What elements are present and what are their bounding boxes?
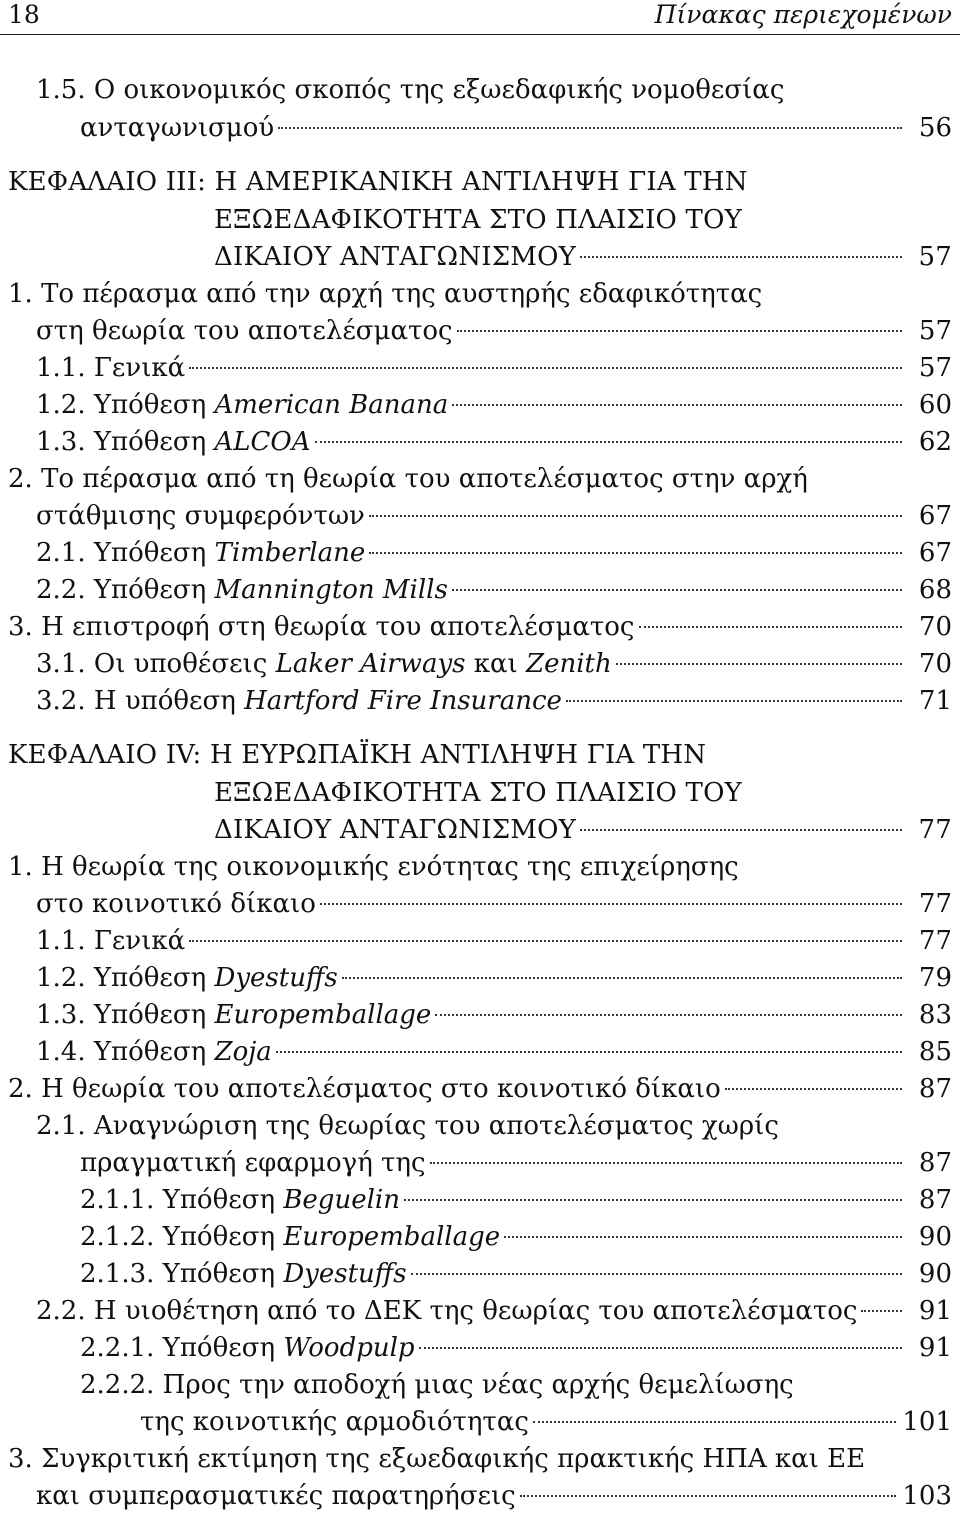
- dot-leader: [320, 903, 902, 905]
- toc-entry-title: 2.1.1. Υπόθεση Beguelin: [80, 1185, 400, 1215]
- toc-page-number: 57: [918, 353, 952, 383]
- toc-entry[interactable]: [36, 1293, 952, 1330]
- toc-entry[interactable]: [36, 498, 952, 535]
- dot-leader: [452, 404, 902, 406]
- toc-page-number: 56: [918, 113, 952, 143]
- dot-leader: [639, 626, 903, 628]
- toc-entry[interactable]: [36, 646, 952, 683]
- toc-entry-title: ΔΙΚΑΙΟΥ ΑΝΤΑΓΩΝΙΣΜΟΥ: [214, 242, 577, 272]
- toc-page-number: 71: [918, 686, 952, 716]
- toc-page-number: 77: [918, 926, 952, 956]
- toc-entry[interactable]: [36, 886, 952, 923]
- toc-entry-title: ανταγωνισμού: [80, 113, 275, 143]
- toc-entry-title: πραγματική εφαρμογή της: [80, 1148, 426, 1178]
- dot-leader: [861, 1310, 902, 1312]
- toc-entry-title: 2.1. Υπόθεση Timberlane: [36, 538, 366, 568]
- dot-leader: [276, 1051, 902, 1053]
- toc-page-number: 83: [918, 1000, 952, 1030]
- toc-entry-title: 2.1.3. Υπόθεση Dyestuffs: [80, 1259, 407, 1289]
- chapter-heading[interactable]: [8, 737, 952, 774]
- toc-entry[interactable]: [36, 72, 952, 109]
- toc-entry[interactable]: [36, 350, 952, 387]
- toc-page-number: 62: [918, 427, 952, 457]
- toc-entry-title: 2.1. Αναγνώριση της θεωρίας του αποτελέσματος χωρίς: [36, 1111, 779, 1141]
- toc-entry[interactable]: [8, 609, 952, 646]
- toc-page-number: 79: [918, 963, 952, 993]
- dot-leader: [566, 700, 902, 702]
- toc-entry-title: 3. Η επιστροφή στη θεωρία του αποτελέσματος: [8, 612, 635, 642]
- toc-entry-title: και συμπερασματικές παρατηρήσεις: [36, 1481, 516, 1511]
- toc-page-number: 60: [918, 390, 952, 420]
- dot-leader: [404, 1199, 902, 1201]
- toc-entry-title: 2. Η θεωρία του αποτελέσματος στο κοινοτικό δίκαιο: [8, 1074, 721, 1104]
- toc-page-number: 91: [918, 1296, 952, 1326]
- header-rule: [0, 34, 960, 35]
- dot-leader: [189, 940, 902, 942]
- toc-entry[interactable]: [80, 1219, 952, 1256]
- toc-entry-title: 1.3. Υπόθεση Europemballage: [36, 1000, 432, 1030]
- dot-leader: [369, 515, 902, 517]
- toc-entry-title: 1.3. Υπόθεση ALCOA: [36, 427, 311, 457]
- toc-entry[interactable]: [36, 997, 952, 1034]
- toc-page-number: 90: [918, 1259, 952, 1289]
- toc-entry[interactable]: [36, 923, 952, 960]
- toc-page-number: 70: [918, 612, 952, 642]
- toc-entry-title: στάθμισης συμφερόντων: [36, 501, 365, 531]
- toc-entry-title: 3.2. Η υπόθεση Hartford Fire Insurance: [36, 686, 562, 716]
- toc-entry[interactable]: [36, 1478, 952, 1515]
- dot-leader: [533, 1421, 896, 1423]
- toc-entry[interactable]: [8, 276, 952, 313]
- toc-page-number: 87: [918, 1185, 952, 1215]
- toc-entry[interactable]: [36, 387, 952, 424]
- toc-entry-title: 2.2. Η υιοθέτηση από το ΔΕΚ της θεωρίας του αποτελέσματος: [36, 1296, 858, 1326]
- toc-entry-title: ΚΕΦΑΛΑΙΟ ΙΙΙ: Η ΑΜΕΡΙΚΑΝΙΚΗ ΑΝΤΙΛΗΨΗ ΓΙΑ ΤΗΝ: [8, 167, 748, 197]
- dot-leader: [504, 1236, 902, 1238]
- toc-page-number: 70: [918, 649, 952, 679]
- toc-entry[interactable]: [8, 1071, 952, 1108]
- toc-page-number: 77: [918, 889, 952, 919]
- toc-page-number: 57: [918, 316, 952, 346]
- toc-entry[interactable]: [80, 1367, 952, 1404]
- page-number: 18: [8, 0, 40, 29]
- toc-entry[interactable]: [36, 683, 952, 720]
- dot-leader: [725, 1088, 902, 1090]
- toc-entry-title: 2.2.2. Προς την αποδοχή μιας νέας αρχής θεμελίωσης: [80, 1370, 794, 1400]
- toc-entry-title: 1.2. Υπόθεση American Banana: [36, 390, 449, 420]
- dot-leader: [520, 1495, 897, 1497]
- toc-entry[interactable]: [36, 1034, 952, 1071]
- toc-entry-title: στο κοινοτικό δίκαιο: [36, 889, 316, 919]
- toc-entry[interactable]: [36, 535, 952, 572]
- toc-page-number: 85: [918, 1037, 952, 1067]
- dot-leader: [411, 1273, 902, 1275]
- toc-entry-title: 2.2.1. Υπόθεση Woodpulp: [80, 1333, 415, 1363]
- toc-entry-title: 1.1. Γενικά: [36, 926, 186, 956]
- toc-entry[interactable]: [80, 1145, 952, 1182]
- chapter-heading[interactable]: [214, 202, 952, 239]
- toc-entry-title: ΔΙΚΑΙΟΥ ΑΝΤΑΓΩΝΙΣΜΟΥ: [214, 815, 577, 845]
- toc-entry-title: ΚΕΦΑΛΑΙΟ IV: Η ΕΥΡΩΠΑΪΚΗ ΑΝΤΙΛΗΨΗ ΓΙΑ ΤΗΝ: [8, 740, 707, 770]
- toc-entry[interactable]: [80, 1330, 952, 1367]
- toc-entry[interactable]: [36, 572, 952, 609]
- chapter-heading[interactable]: [214, 812, 952, 849]
- toc-entry-title: 1. Το πέρασμα από την αρχή της αυστηρής εδαφικότητας: [8, 279, 763, 309]
- chapter-heading[interactable]: [214, 239, 952, 276]
- dot-leader: [580, 829, 902, 831]
- dot-leader: [278, 127, 902, 129]
- toc-entry-title: 1.1. Γενικά: [36, 353, 186, 383]
- dot-leader: [580, 256, 902, 258]
- toc-entry-title: στη θεωρία του αποτελέσματος: [36, 316, 453, 346]
- page-header: [0, 0, 960, 36]
- toc-entry[interactable]: [80, 1182, 952, 1219]
- toc-page-number: 90: [918, 1222, 952, 1252]
- toc-entry-title: 1.4. Υπόθεση Zoja: [36, 1037, 272, 1067]
- toc-entry-title: 1. Η θεωρία της οικονομικής ενότητας της επιχείρησης: [8, 852, 739, 882]
- toc-entry[interactable]: [8, 849, 952, 886]
- toc-page-number: 57: [918, 242, 952, 272]
- toc-page-number: 77: [918, 815, 952, 845]
- dot-leader: [616, 663, 902, 665]
- dot-leader: [189, 367, 902, 369]
- chapter-heading[interactable]: [8, 164, 952, 201]
- toc-entry[interactable]: [36, 313, 952, 350]
- toc-entry-title: ΕΞΩΕΔΑΦΙΚΟΤΗΤΑ ΣΤΟ ΠΛΑΙΣΙΟ ΤΟΥ: [214, 778, 742, 808]
- toc-entry[interactable]: [80, 1256, 952, 1293]
- dot-leader: [430, 1162, 902, 1164]
- toc-entry[interactable]: [8, 461, 952, 498]
- toc-entry[interactable]: [36, 1108, 952, 1145]
- toc-entry-title: 2.1.2. Υπόθεση Europemballage: [80, 1222, 501, 1252]
- toc-page-number: 67: [918, 501, 952, 531]
- toc-entry-title: 2.2. Υπόθεση Mannington Mills: [36, 575, 448, 605]
- dot-leader: [369, 552, 902, 554]
- toc-page-number: 87: [918, 1074, 952, 1104]
- toc-page-number: 91: [918, 1333, 952, 1363]
- dot-leader: [457, 330, 902, 332]
- toc-entry-title: 2. Το πέρασμα από τη θεωρία του αποτελέσματος στην αρχή: [8, 464, 808, 494]
- toc-page-number: 101: [902, 1407, 952, 1437]
- toc-entry[interactable]: [36, 960, 952, 997]
- toc-entry-title: 3.1. Οι υποθέσεις Laker Airways και Zenith: [36, 649, 612, 679]
- dot-leader: [435, 1014, 902, 1016]
- toc-page-number: 68: [918, 575, 952, 605]
- toc-page-number: 103: [902, 1481, 952, 1511]
- dot-leader: [452, 589, 902, 591]
- toc-entry-title: 3. Συγκριτική εκτίμηση της εξωεδαφικής πρακτικής ΗΠΑ και ΕΕ: [8, 1444, 866, 1474]
- toc-entry[interactable]: [80, 110, 952, 147]
- toc-page-number: 87: [918, 1148, 952, 1178]
- dot-leader: [419, 1347, 902, 1349]
- dot-leader: [342, 977, 902, 979]
- toc-entry[interactable]: [8, 1441, 952, 1478]
- dot-leader: [315, 441, 902, 443]
- toc-entry[interactable]: [140, 1404, 952, 1441]
- toc-entry-title: 1.2. Υπόθεση Dyestuffs: [36, 963, 338, 993]
- toc-entry-title: 1.5. Ο οικονομικός σκοπός της εξωεδαφικής νομοθεσίας: [36, 75, 785, 105]
- toc-page-number: 67: [918, 538, 952, 568]
- toc-entry[interactable]: [36, 424, 952, 461]
- toc-entry-title: ΕΞΩΕΔΑΦΙΚΟΤΗΤΑ ΣΤΟ ΠΛΑΙΣΙΟ ΤΟΥ: [214, 205, 742, 235]
- chapter-heading[interactable]: [214, 775, 952, 812]
- running-title: Πίνακας περιεχομένων: [654, 0, 952, 29]
- toc-entry-title: της κοινοτικής αρμοδιότητας: [140, 1407, 529, 1437]
